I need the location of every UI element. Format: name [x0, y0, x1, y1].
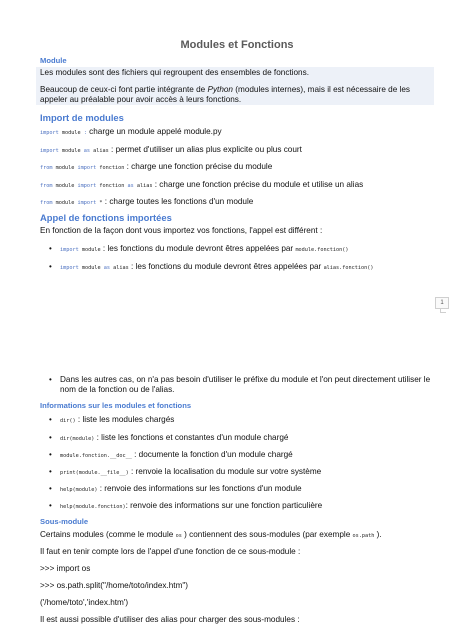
bullet-dot: •: [49, 450, 52, 459]
info-description: : renvoie la localisation du module sur votre système: [128, 467, 322, 476]
import-line: [40, 145, 302, 154]
code-os: os: [175, 533, 182, 539]
import-description: charge un module appelé module.py: [86, 127, 222, 136]
import-code-token: alias: [133, 183, 153, 189]
import-description: : charge une fonction précise du module: [124, 162, 273, 171]
import-code-token: alias: [90, 148, 109, 154]
info-bullet: [60, 501, 322, 510]
import-line: [40, 162, 272, 171]
bullet-dot: •: [49, 467, 52, 476]
info-code: help(module): [60, 487, 98, 493]
submodule-line-1: Certains modules (comme le module os ) contiennent des sous-modules (par exemple os.path ).: [40, 530, 382, 539]
bullet-dot: •: [49, 415, 52, 424]
call-code-token: as: [103, 265, 110, 271]
other-case-line-2: nom de la fonction ou de l'alias.: [60, 385, 175, 394]
import-code-token: as: [83, 148, 90, 154]
call-heading: Appel de fonctions importées: [40, 212, 172, 223]
bullet-dot: •: [49, 433, 52, 442]
code-line-1: >>> import os: [40, 564, 91, 573]
submodule-line-2: Il faut en tenir compte lors de l'appel d'une fonction de ce sous-module :: [40, 547, 301, 556]
intro-line-3: appeler au préalable pour avoir accès à leurs fonctions.: [40, 95, 242, 104]
import-description: : permet d'utiliser un alias plus explicite ou plus court: [108, 145, 302, 154]
import-code-token: import: [77, 200, 97, 206]
bullet-dot: •: [49, 375, 52, 384]
import-code-token: module: [52, 165, 78, 171]
import-code-token: module: [52, 200, 78, 206]
info-description: : renvoie des informations sur une fonction particulière: [125, 501, 323, 510]
module-heading: Module: [40, 56, 67, 65]
info-description: : documente la fonction d'un module chargé: [131, 450, 293, 459]
import-heading: Import de modules: [40, 112, 124, 123]
import-code-token: module: [58, 148, 84, 154]
import-description: : charge une fonction précise du module et utilise un alias: [152, 180, 364, 189]
python-word: Python: [207, 85, 233, 94]
bullet-dot: •: [49, 484, 52, 493]
call-code-token: import: [60, 265, 79, 271]
import-code-token: from: [40, 165, 53, 171]
import-code-token: from: [40, 183, 53, 189]
call-intro: En fonction de la façon dont vous importez vos fonctions, l'appel est différent :: [40, 226, 323, 235]
call-code-token: alias: [110, 265, 129, 271]
intro-line-2: Beaucoup de ceux-ci font partie intégrante de Python (modules internes), mais il est nécessaire de les: [40, 85, 411, 94]
call-code-tail: alias.fonction(): [323, 265, 374, 271]
import-code-token: module: [58, 130, 84, 136]
import-code-token: import: [40, 148, 59, 154]
submodule-heading: Sous-module: [40, 517, 89, 526]
info-description: : liste les modules chargés: [75, 415, 175, 424]
bullet-dot: •: [49, 262, 52, 271]
info-code: module.fonction.__doc__: [60, 453, 132, 459]
info-bullet: [60, 450, 293, 459]
import-line: [40, 127, 222, 136]
import-code-token: fonction: [96, 165, 125, 171]
import-code-token: fonction: [96, 183, 128, 189]
code-os-path: os.path: [352, 533, 375, 539]
import-line: [40, 197, 253, 206]
bullet-dot: •: [49, 244, 52, 253]
call-code-token: import: [60, 247, 79, 253]
info-code: dir(module): [60, 436, 95, 442]
info-code: dir(): [60, 418, 76, 424]
import-code-token: from: [40, 200, 53, 206]
import-description: : charge toutes les fonctions d'un module: [102, 197, 254, 206]
call-code-tail: module.fonction(): [295, 247, 349, 253]
intro-line-1: Les modules sont des fichiers qui regroupent des ensembles de fonctions.: [40, 68, 309, 77]
import-code-token: module: [52, 183, 78, 189]
import-code-token: *: [96, 200, 103, 206]
import-code-token: :: [83, 130, 87, 136]
call-code-token: module: [78, 247, 101, 253]
other-case-line-1: Dans les autres cas, on n'a pas besoin d'utiliser le préfixe du module et l'on peut directement utiliser le: [60, 375, 431, 384]
info-heading: Informations sur les modules et fonctions: [40, 401, 192, 410]
import-code-token: import: [40, 130, 59, 136]
page-number-badge: 1: [435, 297, 449, 309]
call-bullet: [60, 244, 349, 253]
import-line: [40, 180, 363, 189]
call-code-token: module: [78, 265, 104, 271]
import-code-token: as: [127, 183, 134, 189]
code-line-2: >>> os.path.split("/home/toto/index.htm"): [40, 581, 189, 590]
call-description: : les fonctions du module devront êtres appelées par: [128, 262, 324, 271]
info-bullet: [60, 467, 321, 476]
info-description: : liste les fonctions et constantes d'un module chargé: [94, 433, 289, 442]
info-description: : renvoie des informations sur les fonctions d'un module: [97, 484, 302, 493]
import-code-token: import: [77, 183, 97, 189]
info-bullet: [60, 415, 174, 424]
code-line-3: ('/home/toto','index.htm'): [40, 598, 129, 607]
import-code-token: import: [77, 165, 97, 171]
info-bullet: [60, 433, 288, 442]
bullet-dot: •: [49, 501, 52, 510]
call-bullet: [60, 262, 374, 271]
info-code: help(module.fonction): [60, 504, 126, 510]
page-title: Modules et Fonctions: [180, 39, 294, 51]
call-description: : les fonctions du module devront êtres appelées par: [100, 244, 296, 253]
info-code: print(module.__file__): [60, 470, 129, 476]
info-bullet: [60, 484, 302, 493]
last-line: Il est aussi possible d'utiliser des alias pour charger des sous-modules :: [40, 615, 300, 624]
page-badge-corner: [440, 309, 446, 313]
